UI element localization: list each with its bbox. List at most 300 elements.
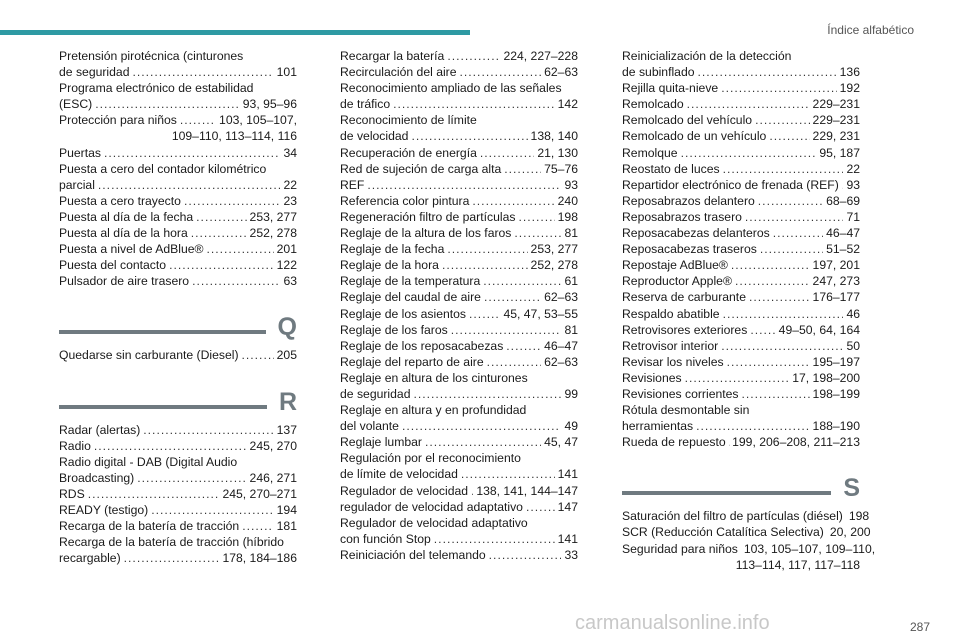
index-entry xyxy=(340,338,578,354)
index-entry xyxy=(59,518,297,534)
dot-leader xyxy=(749,289,810,305)
entry-pages[interactable]: 178, 184–186 xyxy=(222,551,297,566)
dot-leader xyxy=(472,193,554,209)
entry-text-line: Regulación por el reconocimiento xyxy=(340,451,521,466)
entry-pages[interactable]: 253, 277 xyxy=(530,242,578,257)
dot-leader xyxy=(242,347,274,363)
entry-pages[interactable]: 49–50, 64, 164 xyxy=(778,322,860,337)
entry-pages[interactable]: 51–52 xyxy=(826,242,860,257)
index-entry xyxy=(59,502,297,518)
entry-text-line: Reglaje en altura y en profundidad xyxy=(340,403,527,418)
entry-term: Reglaje lumbar xyxy=(340,435,422,450)
index-entry xyxy=(622,257,860,273)
entry-pages[interactable]: 246, 271 xyxy=(249,470,297,485)
entry-term: Puesta del contacto xyxy=(59,258,167,273)
index-entry xyxy=(59,225,297,241)
entry-pages[interactable]: 229–231 xyxy=(812,97,860,112)
entry-term: regulador de velocidad adaptativo xyxy=(340,499,523,514)
entry-pages[interactable]: 93 xyxy=(564,177,578,192)
entry-term: herramientas xyxy=(622,419,694,434)
section-letter: S xyxy=(843,474,860,503)
dot-leader xyxy=(518,209,554,225)
index-entry xyxy=(340,209,578,225)
dot-leader xyxy=(698,64,837,80)
dot-leader xyxy=(367,177,561,193)
index-entry xyxy=(340,241,578,257)
entry-term: Broadcasting) xyxy=(59,470,135,485)
entry-pages[interactable]: 252, 278 xyxy=(530,258,578,273)
index-entry xyxy=(622,96,860,112)
entry-term: Revisar los niveles xyxy=(622,354,724,369)
entry-pages[interactable]: 229–231 xyxy=(812,113,860,128)
entry-term: Reglaje de la temperatura xyxy=(340,274,481,289)
entry-term: Repartidor electrónico de frenada (REF) xyxy=(622,177,839,192)
dot-leader xyxy=(471,483,473,499)
entry-pages[interactable]: 81 xyxy=(564,226,578,241)
entry-term: del volante xyxy=(340,419,399,434)
entry-pages[interactable]: 75–76 xyxy=(544,161,578,176)
entry-group-r3 xyxy=(622,48,860,450)
watermark: carmanualsonline.info xyxy=(575,612,770,634)
dot-leader xyxy=(742,386,810,402)
entry-pages[interactable]: 137 xyxy=(276,422,297,437)
index-entry xyxy=(340,64,578,80)
entry-term: Radar (alertas) xyxy=(59,422,141,437)
index-entry xyxy=(622,209,860,225)
entry-term: Reproductor Apple® xyxy=(622,274,732,289)
entry-pages[interactable]: 46 xyxy=(846,306,860,321)
index-entry xyxy=(622,322,860,338)
dot-leader xyxy=(687,96,810,112)
entry-pages[interactable]: 195–197 xyxy=(812,354,860,369)
entry-term: Puesta al día de la hora xyxy=(59,226,188,241)
dot-leader xyxy=(242,518,273,534)
header-accent-bar xyxy=(0,30,470,35)
dot-leader xyxy=(696,418,809,434)
index-entry xyxy=(340,177,578,193)
entry-term: Reglaje de la hora xyxy=(340,258,439,273)
index-entry xyxy=(59,241,297,257)
index-column-3 xyxy=(622,48,876,573)
dot-leader xyxy=(727,354,810,370)
dot-leader xyxy=(760,241,823,257)
index-entry xyxy=(340,273,578,289)
index-entry xyxy=(59,438,297,454)
index-entry xyxy=(340,112,578,144)
entry-text-line: Recarga de la batería de tracción (híbrido xyxy=(59,535,284,550)
entry-pages[interactable]: 62–63 xyxy=(544,354,578,369)
index-entry xyxy=(340,370,578,402)
dot-leader xyxy=(196,209,246,225)
entry-group-r xyxy=(59,422,297,567)
entry-pages[interactable]: 229, 231 xyxy=(812,129,860,144)
entry-term: de subinflado xyxy=(622,65,695,80)
dot-leader xyxy=(750,322,775,338)
dot-leader xyxy=(180,112,216,128)
entry-pages[interactable]: 252, 278 xyxy=(249,226,297,241)
entry-text-line: Reinicialización de la detección xyxy=(622,49,792,63)
index-entry xyxy=(340,193,578,209)
entry-term: Saturación del filtro de partículas (diésel) xyxy=(622,509,843,524)
index-entry xyxy=(59,193,297,209)
index-column-1 xyxy=(59,48,297,566)
entry-pages[interactable]: 199, 206–208, 211–213 xyxy=(732,435,860,450)
entry-pages[interactable]: 103, 105–107, xyxy=(219,113,297,128)
entry-term: Recuperación de energía xyxy=(340,145,477,160)
dot-leader xyxy=(124,550,220,566)
entry-pages-continued[interactable]: 113–114, 117, 117–118 xyxy=(735,557,860,572)
entry-term: Reposacabezas traseros xyxy=(622,242,757,257)
dot-leader xyxy=(484,289,541,305)
entry-text-line: Reconocimiento de límite xyxy=(340,113,477,128)
index-entry xyxy=(622,402,860,434)
index-entry xyxy=(622,386,860,402)
dot-leader xyxy=(721,80,836,96)
index-entry xyxy=(340,80,578,112)
dot-leader xyxy=(842,177,844,193)
entry-pages[interactable]: 253, 277 xyxy=(249,209,297,224)
dot-leader xyxy=(769,128,809,144)
entry-term: Reiniciación del telemando xyxy=(340,547,486,562)
entry-pages[interactable]: 17, 198–200 xyxy=(792,370,860,385)
entry-term: Reposabrazos trasero xyxy=(622,209,742,224)
entry-term: Rejilla quita-nieve xyxy=(622,81,719,96)
section-letter: R xyxy=(278,387,297,416)
entry-pages[interactable]: 122 xyxy=(276,258,297,273)
entry-pages[interactable]: 22 xyxy=(846,161,860,176)
index-entry xyxy=(59,80,297,112)
entry-term: Puesta al día de la fecha xyxy=(59,209,194,224)
entry-term: (ESC) xyxy=(59,97,93,112)
index-entry xyxy=(622,241,860,257)
dot-leader xyxy=(402,418,561,434)
entry-pages[interactable]: 247, 273 xyxy=(812,274,860,289)
dot-leader xyxy=(143,422,273,438)
entry-pages[interactable]: 198 xyxy=(557,209,578,224)
entry-pages[interactable]: 45, 47 xyxy=(544,435,578,450)
index-entry xyxy=(59,454,297,486)
entry-term: Repostaje AdBlue® xyxy=(622,258,728,273)
dot-leader xyxy=(514,225,561,241)
entry-pages-continued[interactable]: 109–110, 113–114, 116 xyxy=(171,129,297,144)
index-entry xyxy=(622,193,860,209)
entry-term: de velocidad xyxy=(340,129,409,144)
entry-group-p xyxy=(59,48,297,289)
entry-term: Puesta a cero trayecto xyxy=(59,193,181,208)
dot-leader xyxy=(169,257,274,273)
index-entry xyxy=(59,257,297,273)
entry-pages[interactable]: 34 xyxy=(283,145,297,160)
index-entry xyxy=(622,145,860,161)
entry-pages[interactable]: 63 xyxy=(283,274,297,289)
dot-leader xyxy=(506,338,541,354)
dot-leader xyxy=(434,531,555,547)
index-entry xyxy=(622,306,860,322)
index-entry xyxy=(340,145,578,161)
page-header-title: Índice alfabético xyxy=(827,23,914,37)
entry-pages[interactable]: 138, 141, 144–147 xyxy=(476,483,578,498)
dot-leader xyxy=(151,502,273,518)
index-entry xyxy=(340,450,578,482)
entry-term: Radio xyxy=(59,438,91,453)
entry-pages[interactable]: 197, 201 xyxy=(812,258,860,273)
dot-leader xyxy=(184,193,280,209)
entry-pages[interactable]: 176–177 xyxy=(812,290,860,305)
dot-leader xyxy=(745,209,844,225)
entry-pages[interactable]: 95, 187 xyxy=(819,145,860,160)
entry-term: recargable) xyxy=(59,551,121,566)
dot-leader xyxy=(104,145,280,161)
entry-pages[interactable]: 224, 227–228 xyxy=(503,49,578,63)
index-entry xyxy=(59,534,297,566)
entry-pages[interactable]: 62–63 xyxy=(544,65,578,80)
index-entry xyxy=(622,541,876,573)
entry-pages[interactable]: 46–47 xyxy=(826,226,860,241)
index-entry xyxy=(340,515,578,547)
entry-term: Rueda de repuesto xyxy=(622,435,726,450)
dot-leader xyxy=(447,241,527,257)
dot-leader xyxy=(504,161,541,177)
index-entry xyxy=(622,161,860,177)
entry-term: Retrovisor interior xyxy=(622,338,719,353)
index-entry xyxy=(622,177,860,193)
dot-leader xyxy=(192,273,280,289)
entry-term: Revisiones corrientes xyxy=(622,386,739,401)
dot-leader xyxy=(411,128,527,144)
entry-term: SCR (Reducción Catalítica Selectiva) xyxy=(622,525,824,540)
dot-leader xyxy=(755,112,809,128)
index-entry xyxy=(59,347,297,363)
entry-pages[interactable]: 101 xyxy=(276,65,297,80)
dot-leader xyxy=(460,64,542,80)
entry-pages[interactable]: 198 xyxy=(848,509,870,524)
page-number: 287 xyxy=(909,620,930,634)
entry-term: Reglaje del caudal de aire xyxy=(340,290,481,305)
index-entry xyxy=(59,48,297,80)
section-letter: Q xyxy=(277,313,297,342)
dot-leader xyxy=(98,177,281,193)
entry-pages[interactable]: 138, 140 xyxy=(530,129,578,144)
entry-text-line: Radio digital - DAB (Digital Audio xyxy=(59,454,238,469)
entry-term: de límite de velocidad xyxy=(340,467,458,482)
entry-term: RDS xyxy=(59,486,85,501)
dot-leader xyxy=(132,64,273,80)
dot-leader xyxy=(469,306,500,322)
entry-pages[interactable]: 46–47 xyxy=(544,338,578,353)
index-entry xyxy=(340,225,578,241)
entry-text-line: Pretensión pirotécnica (cinturones xyxy=(59,49,244,63)
dot-leader xyxy=(207,241,274,257)
entry-pages[interactable]: 141 xyxy=(557,467,578,482)
dot-leader xyxy=(94,438,247,454)
entry-term: Reostato de luces xyxy=(622,161,720,176)
entry-term: de tráfico xyxy=(340,97,391,112)
dot-leader xyxy=(489,547,562,563)
index-entry xyxy=(622,508,870,524)
index-entry xyxy=(340,547,578,563)
entry-pages[interactable]: 61 xyxy=(564,274,578,289)
entry-pages[interactable]: 136 xyxy=(839,65,860,80)
dot-leader xyxy=(681,145,817,161)
dot-leader xyxy=(773,225,823,241)
index-entry xyxy=(340,402,578,434)
entry-pages[interactable]: 68–69 xyxy=(826,193,860,208)
dot-leader xyxy=(483,273,561,289)
entry-term: Reposabrazos delantero xyxy=(622,193,755,208)
index-entry xyxy=(622,434,860,450)
entry-pages[interactable]: 93 xyxy=(846,177,860,192)
dot-leader xyxy=(451,322,562,338)
entry-pages[interactable]: 23 xyxy=(283,193,297,208)
entry-pages[interactable]: 22 xyxy=(283,177,297,192)
entry-term: READY (testigo) xyxy=(59,502,149,517)
entry-term: Referencia color pintura xyxy=(340,193,470,208)
index-entry xyxy=(622,338,860,354)
entry-pages[interactable]: 245, 270–271 xyxy=(222,486,297,501)
dot-leader xyxy=(723,161,844,177)
entry-pages[interactable]: 188–190 xyxy=(812,419,860,434)
index-entry xyxy=(622,225,860,241)
section-rule xyxy=(59,330,266,334)
entry-pages[interactable]: 33 xyxy=(564,547,578,562)
entry-term: Reglaje de los faros xyxy=(340,322,448,337)
entry-term: Reglaje de la altura de los faros xyxy=(340,226,512,241)
entry-term: Retrovisores exteriores xyxy=(622,322,748,337)
entry-term: Recargar la batería xyxy=(340,49,445,63)
index-entry xyxy=(622,354,860,370)
entry-pages[interactable]: 192 xyxy=(839,81,860,96)
entry-term: Puesta a nivel de AdBlue® xyxy=(59,242,204,257)
entry-pages[interactable]: 194 xyxy=(276,502,297,517)
entry-term: de seguridad xyxy=(340,386,411,401)
entry-pages[interactable]: 205 xyxy=(276,348,297,363)
entry-term: Seguridad para niños xyxy=(622,541,738,556)
section-header-r xyxy=(59,387,297,416)
dot-leader xyxy=(723,306,844,322)
dot-leader xyxy=(95,96,240,112)
dot-leader xyxy=(735,273,810,289)
entry-term: Remolcado de un vehículo xyxy=(622,129,767,144)
entry-term: con función Stop xyxy=(340,531,431,546)
entry-text-line: Puesta a cero del contador kilométrico xyxy=(59,161,267,176)
entry-pages[interactable]: 93, 95–96 xyxy=(242,97,297,112)
dot-leader xyxy=(758,193,823,209)
section-header-q xyxy=(59,313,297,342)
index-entry xyxy=(622,112,860,128)
entry-pages[interactable]: 142 xyxy=(557,97,578,112)
entry-term: Recarga de la batería de tracción xyxy=(59,519,240,534)
index-entry xyxy=(622,128,860,144)
index-column-2 xyxy=(340,48,578,563)
entry-pages[interactable]: 245, 270 xyxy=(249,438,297,453)
entry-text-line: Regulador de velocidad adaptativo xyxy=(340,515,528,530)
dot-leader xyxy=(413,386,561,402)
entry-term: Reglaje de los asientos xyxy=(340,306,467,321)
entry-term: Revisiones xyxy=(622,370,682,385)
entry-pages[interactable]: 50 xyxy=(846,338,860,353)
entry-pages[interactable]: 198–199 xyxy=(812,386,860,401)
index-entry xyxy=(59,273,297,289)
index-entry xyxy=(622,524,871,540)
entry-term: Respaldo abatible xyxy=(622,306,720,321)
entry-pages[interactable]: 240 xyxy=(557,193,578,208)
entry-term: Puertas xyxy=(59,145,102,160)
entry-text-line: Reglaje en altura de los cinturones xyxy=(340,370,528,385)
index-entry xyxy=(340,354,578,370)
index-entry xyxy=(59,209,297,225)
section-rule xyxy=(622,491,831,495)
index-entry xyxy=(340,48,578,64)
index-entry xyxy=(340,161,578,177)
entry-pages[interactable]: 141 xyxy=(557,531,578,546)
entry-pages[interactable]: 71 xyxy=(846,209,860,224)
index-entry xyxy=(340,322,578,338)
index-entry xyxy=(59,112,297,144)
entry-term: Reglaje de la fecha xyxy=(340,242,445,257)
entry-text-line: Rótula desmontable sin xyxy=(622,403,750,418)
dot-leader xyxy=(447,48,500,64)
index-entry xyxy=(59,486,297,502)
entry-term: Reserva de carburante xyxy=(622,290,746,305)
entry-pages[interactable]: 103, 105–107, 109–110, xyxy=(743,541,876,556)
dot-leader xyxy=(461,466,555,482)
index-entry xyxy=(340,483,578,499)
dot-leader xyxy=(731,257,810,273)
entry-term: de seguridad xyxy=(59,65,130,80)
dot-leader xyxy=(191,225,247,241)
dot-leader xyxy=(487,354,541,370)
entry-pages[interactable]: 49 xyxy=(564,419,578,434)
entry-term: Regeneración filtro de partículas xyxy=(340,209,516,224)
entry-pages[interactable]: 181 xyxy=(276,519,297,534)
entry-pages[interactable]: 201 xyxy=(276,242,297,257)
entry-text-line: Programa electrónico de estabilidad xyxy=(59,81,254,96)
entry-term: Reglaje del reparto de aire xyxy=(340,354,484,369)
index-entry xyxy=(622,80,860,96)
index-entry xyxy=(340,289,578,305)
index-entry xyxy=(622,370,860,386)
dot-leader xyxy=(685,370,790,386)
entry-group-q xyxy=(59,347,297,363)
entry-pages[interactable]: 20, 200 xyxy=(829,525,871,540)
entry-term: Quedarse sin carburante (Diesel) xyxy=(59,348,239,363)
section-rule xyxy=(59,405,267,409)
index-entry xyxy=(340,306,578,322)
dot-leader xyxy=(137,470,246,486)
entry-pages[interactable]: 21, 130 xyxy=(537,145,578,160)
dot-leader xyxy=(88,486,220,502)
entry-term: Reposacabezas delanteros xyxy=(622,226,770,241)
entry-term: REF xyxy=(340,177,365,192)
entry-pages[interactable]: 81 xyxy=(564,322,578,337)
index-entry xyxy=(622,48,860,80)
entry-pages[interactable]: 147 xyxy=(557,499,578,514)
entry-term: Remolcado xyxy=(622,97,684,112)
section-header-s xyxy=(622,474,860,503)
entry-group-r2 xyxy=(340,48,578,563)
entry-pages[interactable]: 62–63 xyxy=(544,290,578,305)
index-entry xyxy=(59,161,297,193)
dot-leader xyxy=(393,96,555,112)
dot-leader xyxy=(721,338,843,354)
entry-pages[interactable]: 99 xyxy=(564,386,578,401)
entry-term: Remolcado del vehículo xyxy=(622,113,753,128)
index-entry xyxy=(622,273,860,289)
index-entry xyxy=(59,145,297,161)
index-entry xyxy=(340,257,578,273)
entry-pages[interactable]: 45, 47, 53–55 xyxy=(503,306,578,321)
dot-leader xyxy=(442,257,528,273)
